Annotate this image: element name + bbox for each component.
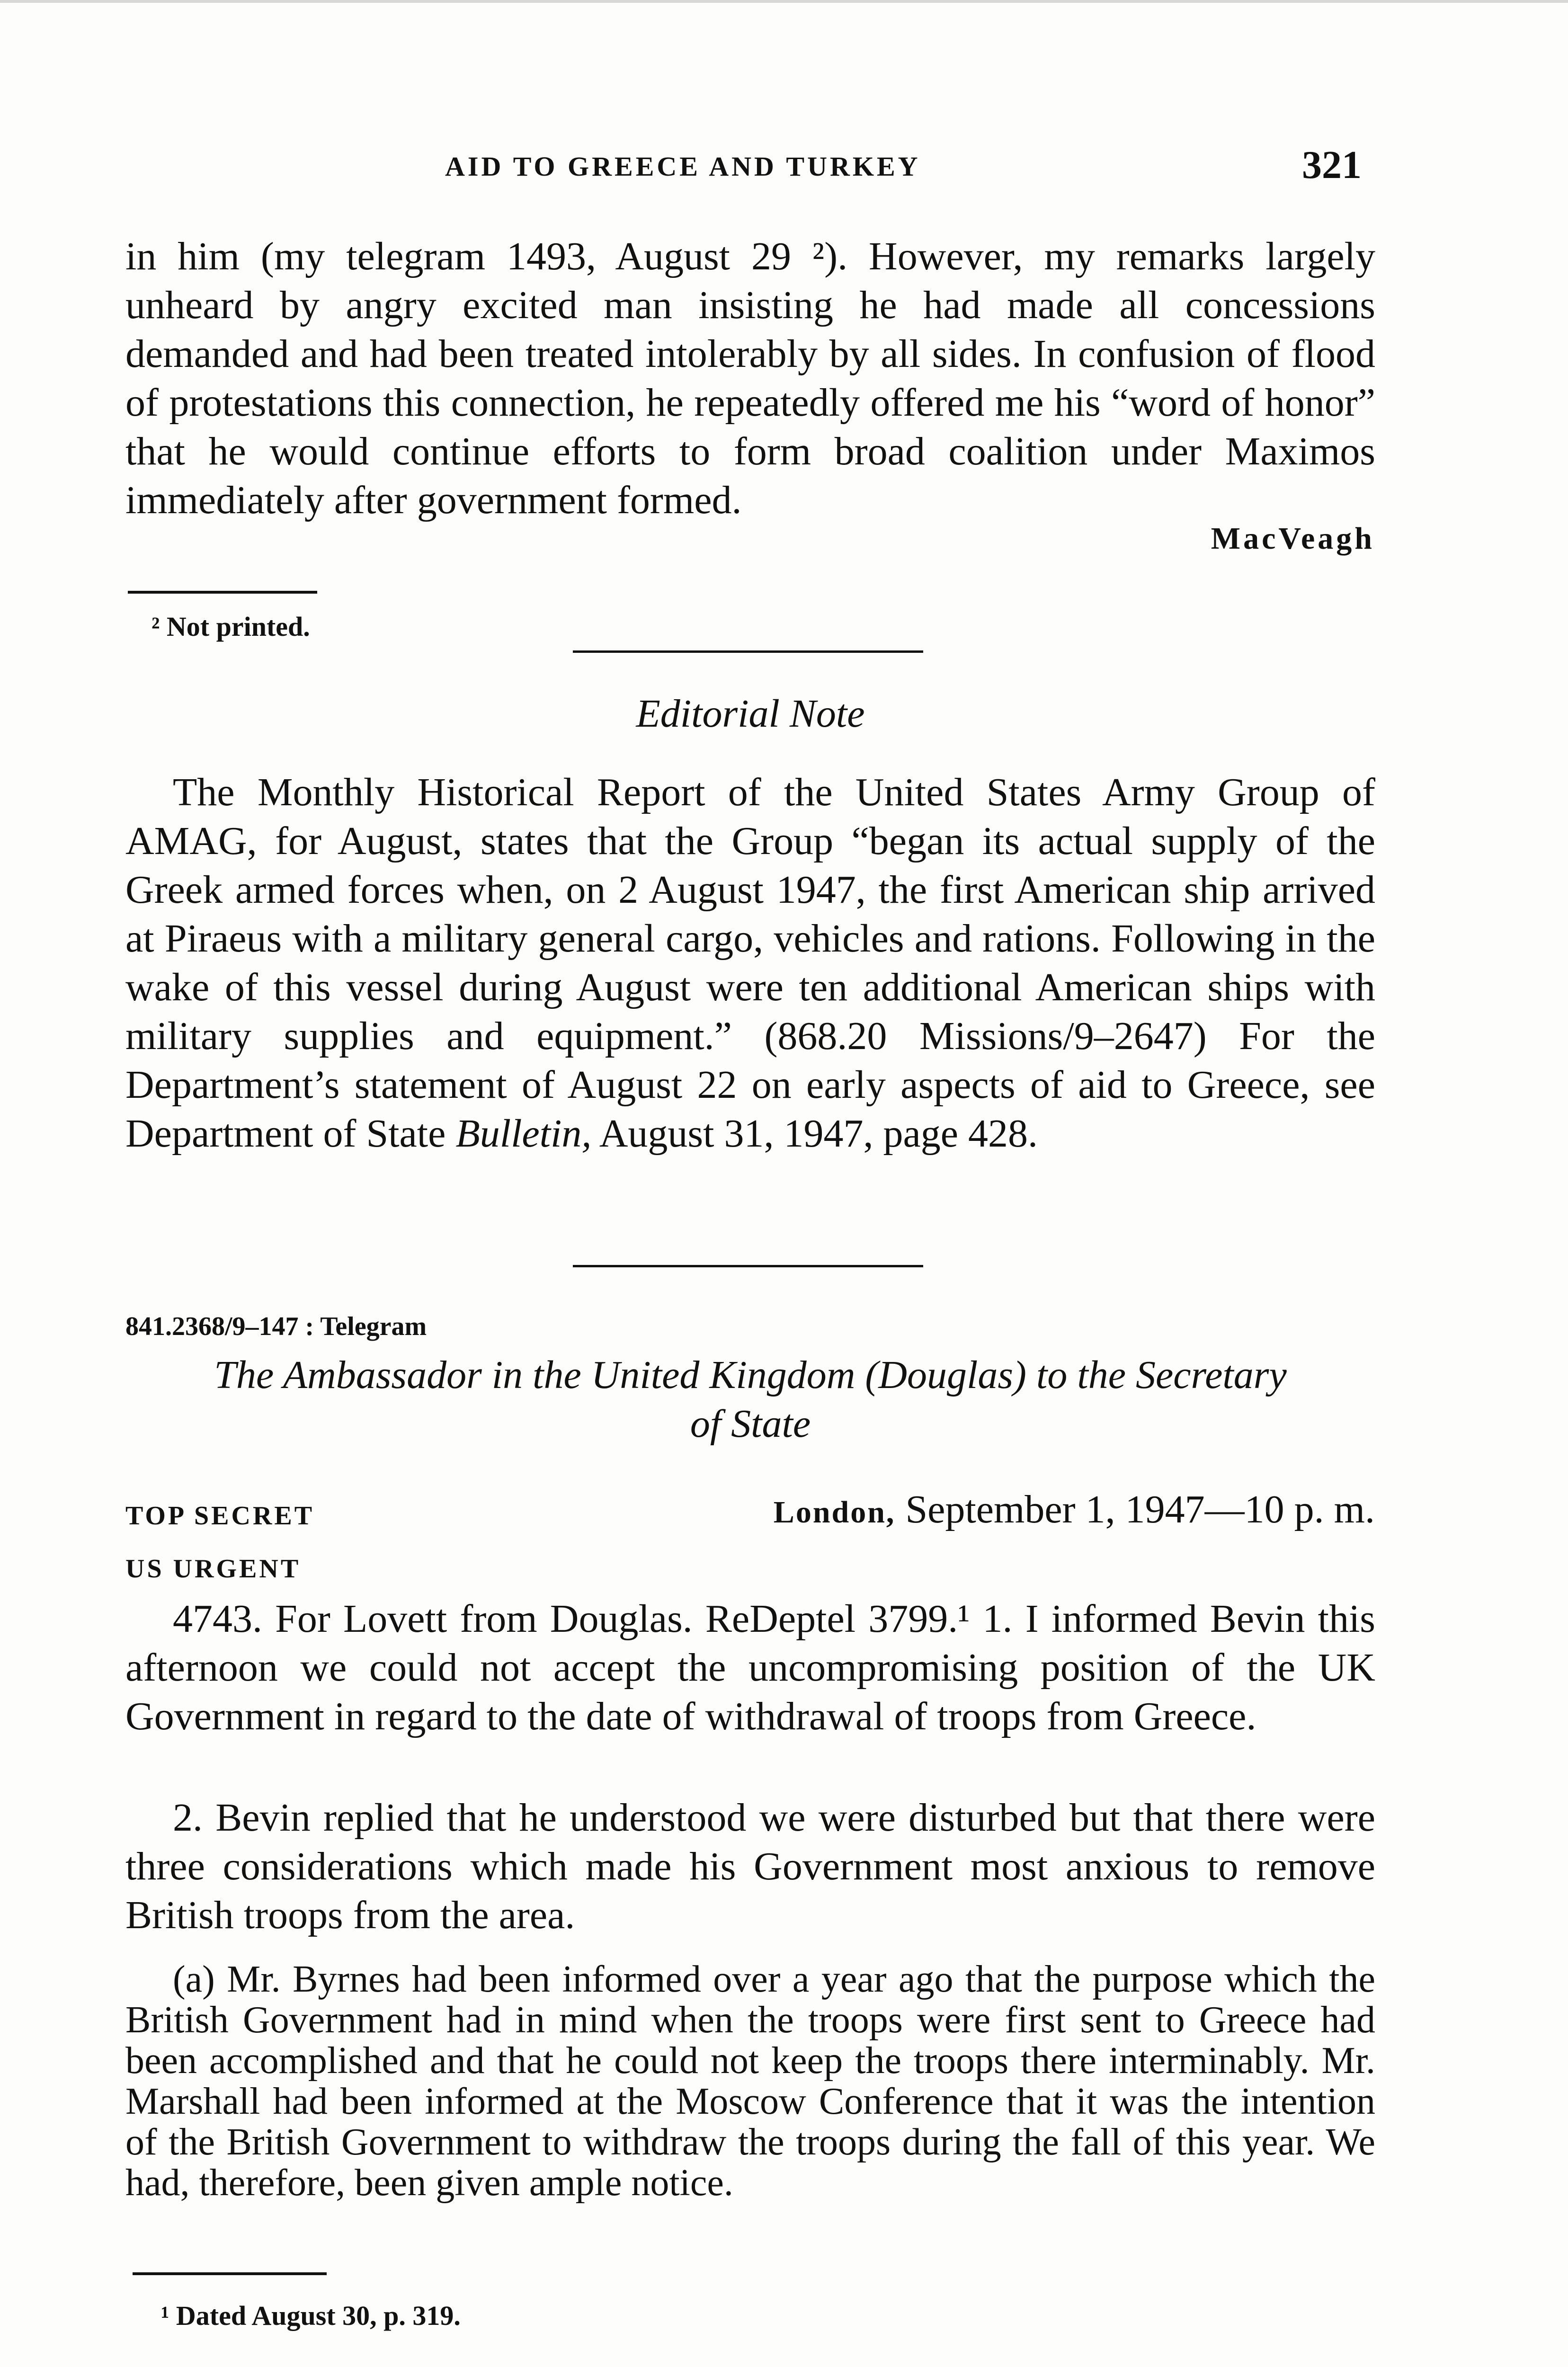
- page-number: 321: [1302, 143, 1362, 187]
- bulletin-citation: Bulletin,: [455, 1112, 592, 1156]
- editorial-note-title: Editorial Note: [636, 692, 865, 736]
- classification-top-secret: TOP SECRET: [125, 1501, 315, 1531]
- running-head: AID TO GREECE AND TURKEY: [445, 151, 921, 182]
- classification-us-urgent: US URGENT: [125, 1554, 301, 1584]
- footnote-rule: [128, 591, 317, 594]
- telegram-paragraph-a: (a) Mr. Byrnes had been informed over a year ago that the purpose which the British Government had in mind when the troops were first sent to Greece had been accomplished and that he could not keep the troops there interminably. Mr. Marshall had been informed at the Moscow Conference that it was the intention of the British Government to withdraw the troops during the fall of this year. We had, therefore, been given ample notice.: [125, 1958, 1375, 2204]
- editorial-note-text: The Monthly Historical Report of the United States Army Group of AMAG, for August, states that the Group “began its actual supply of the Greek armed forces when, on 2 August 1947, the first American ship arrived at Piraeus with a military general cargo, vehicles and rations. Following in the wake of this vessel during August were ten additional American ships with military supplies and equipment.” (868.20 Missions/9–2647) For the Department’s statement of August 22 on early aspects of aid to Greece, see Department of State: [125, 770, 1375, 1156]
- dateline-date: September 1, 1947—10 p. m.: [895, 1487, 1375, 1531]
- editorial-note-body: [125, 768, 1375, 1158]
- dateline-place: London,: [773, 1495, 896, 1530]
- bulletin-citation-rest: August 31, 1947, page 428.: [591, 1112, 1038, 1156]
- section-separator: [573, 650, 923, 653]
- footnote-dated: ¹ Dated August 30, p. 319.: [161, 2300, 461, 2331]
- footnote-not-printed: ² Not printed.: [151, 611, 310, 642]
- signature: MacVeagh: [1211, 521, 1375, 556]
- document-title-line-2: of State: [690, 1402, 811, 1446]
- scan-edge-line: [0, 0, 1568, 3]
- continuation-paragraph: in him (my telegram 1493, August 29 ²). However, my remarks largely unheard by angry excited man insisting he had made all concessions demanded and had been treated intolerably by all sides. In confusion of flood of protestations this connection, he repeatedly offered me his “word of honor” that he would continue efforts to form broad coalition under Maximos immediately after government formed.: [125, 234, 1375, 522]
- section-separator: [573, 1265, 923, 1267]
- document-reference: 841.2368/9–147 : Telegram: [125, 1312, 427, 1341]
- dateline: [774, 1486, 1375, 1532]
- document-title-line-1: The Ambassador in the United Kingdom (Douglas) to the Secretary: [214, 1353, 1287, 1397]
- footnote-rule: [133, 2272, 327, 2275]
- telegram-paragraph-1: 4743. For Lovett from Douglas. ReDeptel 3799.¹ 1. I informed Bevin this afternoon we could not accept the uncompromising position of the UK Government in regard to the date of withdrawal of troops from Greece.: [125, 1597, 1375, 1738]
- telegram-paragraph-2: 2. Bevin replied that he understood we were disturbed but that there were three considerations which made his Government most anxious to remove British troops from the area.: [125, 1796, 1375, 1937]
